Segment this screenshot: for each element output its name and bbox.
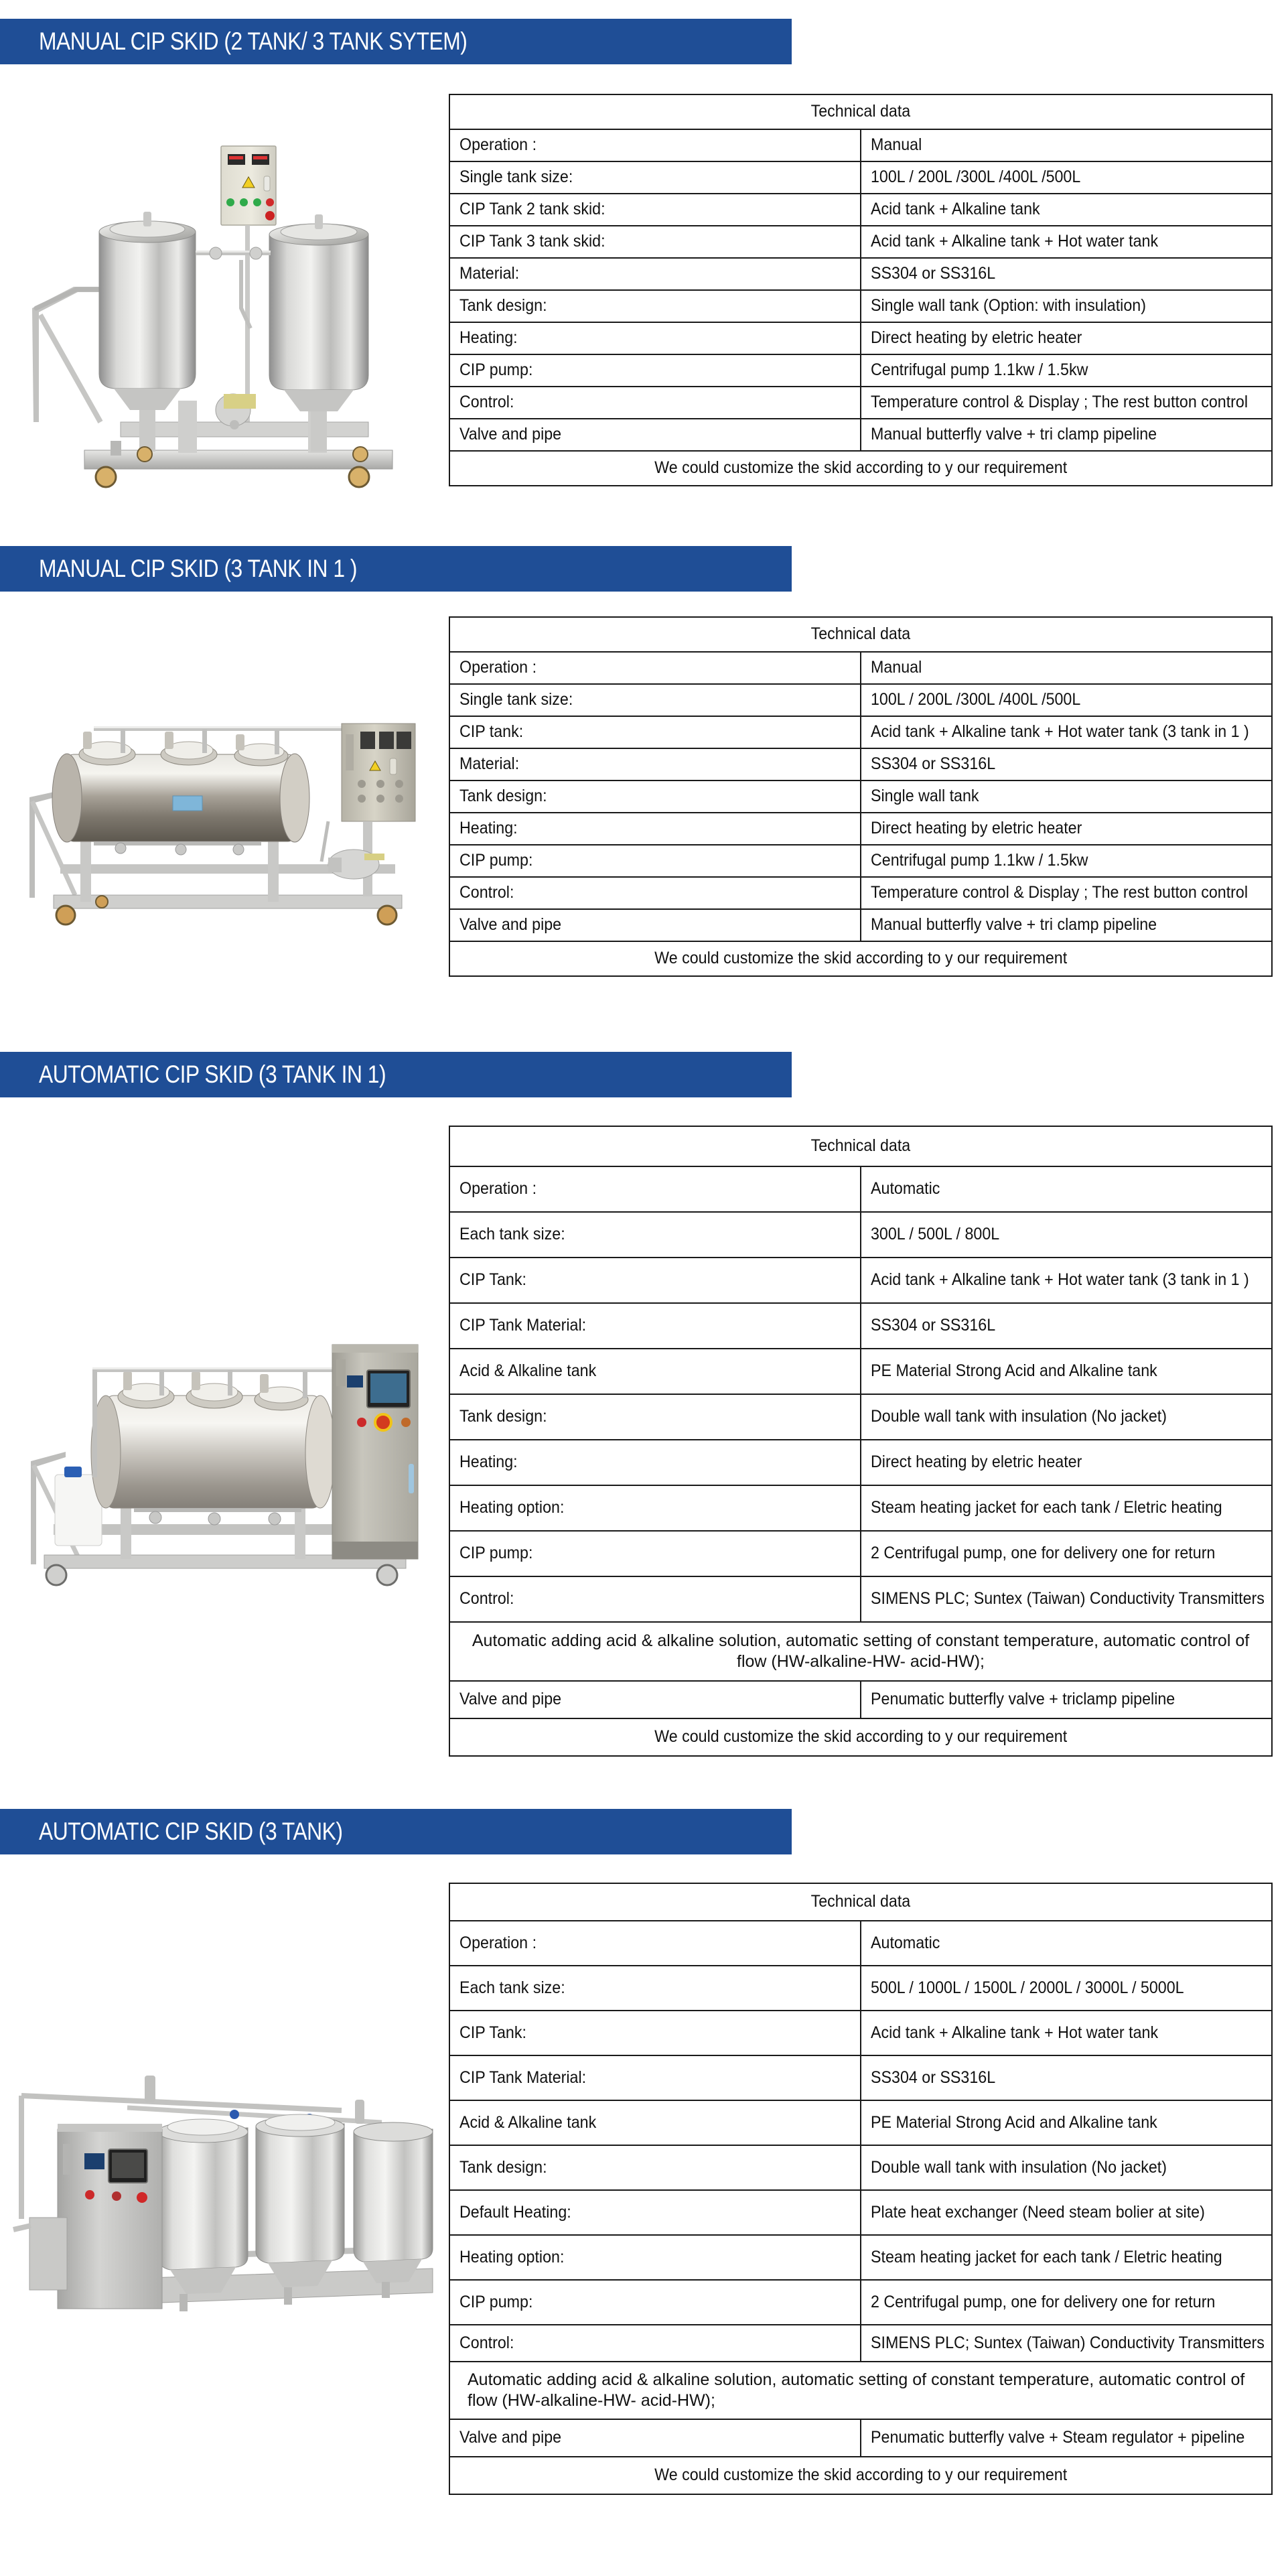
- table-row: [449, 716, 1272, 748]
- row-label: Heating:: [459, 1452, 518, 1472]
- row-value: SIMENS PLC; Suntex (Taiwan) Conductivity Transmitters: [871, 1589, 1265, 1609]
- customize-note: We could customize the skid according to y our requirement: [654, 949, 1067, 968]
- row-label: Material:: [459, 264, 520, 283]
- customize-note: We could customize the skid according to y our requirement: [654, 458, 1067, 478]
- row-value: Acid tank + Alkaline tank + Hot water tank (3 tank in 1 ): [871, 722, 1249, 742]
- row-value: Manual butterfly valve + tri clamp pipeline: [871, 915, 1157, 935]
- table-row: [449, 161, 1272, 194]
- row-value: Acid tank + Alkaline tank + Hot water tank: [871, 2023, 1159, 2042]
- row-label: Tank design:: [459, 2157, 547, 2177]
- row-value: Penumatic butterfly valve + Steam regulator + pipeline: [871, 2428, 1245, 2447]
- row-value: Direct heating by eletric heater: [871, 328, 1082, 348]
- table-row: [449, 2419, 1272, 2457]
- table-row: [449, 258, 1272, 290]
- row-value: Direct heating by eletric heater: [871, 819, 1082, 838]
- row-value: Temperature control & Display ; The rest button control: [871, 393, 1248, 412]
- table-row: [449, 290, 1272, 322]
- row-label: CIP Tank:: [459, 2023, 526, 2042]
- row-label: CIP pump:: [459, 851, 533, 870]
- row-label: Valve and pipe: [459, 915, 562, 935]
- spec-table-body: [449, 1883, 1272, 2494]
- row-label: Heating option:: [459, 2247, 565, 2266]
- table-row: [449, 845, 1272, 877]
- technical-data-caption: Technical data: [810, 102, 911, 121]
- row-label: Material:: [459, 754, 520, 774]
- spec-table-body: [449, 94, 1272, 486]
- row-label: Control:: [459, 1589, 514, 1609]
- table-row: [449, 2055, 1272, 2100]
- row-label: Operation :: [459, 1933, 537, 1952]
- spec-table-body: [449, 1126, 1272, 1756]
- row-value: SS304 or SS316L: [871, 754, 996, 774]
- row-value: Double wall tank with insulation (No jacket): [871, 1407, 1167, 1426]
- manual-cip-skid-two-vertical-tanks-photo: [20, 107, 435, 523]
- manual-cip-skid-horizontal-three-in-one-photo: [13, 697, 442, 985]
- table-row: [449, 684, 1272, 716]
- row-value: 300L / 500L / 800L: [871, 1225, 1000, 1244]
- table-paragraph-row: [449, 1622, 1272, 1681]
- automatic-control-description: Automatic adding acid & alkaline solution, automatic setting of constant temperature, automatic control of flow (HW-alkaline-HW- acid-HW);: [468, 2370, 1245, 2410]
- row-label: Valve and pipe: [459, 1690, 562, 1709]
- table-row: [449, 909, 1272, 941]
- row-label: CIP pump:: [459, 1544, 533, 1563]
- spec-table-body: [449, 617, 1272, 976]
- table-row: [449, 1166, 1272, 1212]
- row-value: Manual: [871, 135, 922, 155]
- row-label: CIP Tank:: [459, 1270, 526, 1290]
- table-paragraph-row: [449, 2362, 1272, 2419]
- row-label: Tank design:: [459, 296, 547, 316]
- table-row: [449, 877, 1272, 909]
- row-value: SS304 or SS316L: [871, 1316, 996, 1335]
- row-value: 500L / 1000L / 1500L / 2000L / 3000L / 5000L: [871, 1978, 1184, 1997]
- section-banner-automatic-3-in-1: [0, 1052, 792, 1097]
- table-row: [449, 1394, 1272, 1440]
- table-row: [449, 129, 1272, 161]
- row-label: Tank design:: [459, 787, 547, 806]
- row-value: Centrifugal pump 1.1kw / 1.5kw: [871, 360, 1088, 380]
- row-value: Penumatic butterfly valve + triclamp pipeline: [871, 1690, 1175, 1709]
- row-label: Operation :: [459, 1179, 537, 1199]
- section-title: MANUAL CIP SKID (3 TANK IN 1 ): [39, 555, 357, 582]
- customize-note: We could customize the skid according to y our requirement: [654, 2465, 1067, 2485]
- row-value: Single wall tank: [871, 787, 979, 806]
- row-label: Valve and pipe: [459, 425, 562, 444]
- table-footer-row: [449, 2457, 1272, 2494]
- table-row: [449, 2011, 1272, 2055]
- row-label: Heating:: [459, 328, 518, 348]
- section-banner-automatic-3-tank: [0, 1809, 792, 1854]
- table-row: [449, 1921, 1272, 1966]
- row-label: CIP Tank 3 tank skid:: [459, 232, 605, 251]
- row-value: Manual butterfly valve + tri clamp pipeline: [871, 425, 1157, 444]
- automatic-cip-skid-horizontal-three-in-one-photo: [13, 1330, 442, 1645]
- row-label: CIP Tank Material:: [459, 1316, 587, 1335]
- table-row: [449, 322, 1272, 354]
- automatic-cip-skid-three-vertical-tanks-photo: [7, 2043, 442, 2325]
- row-value: Direct heating by eletric heater: [871, 1452, 1082, 1472]
- table-row: [449, 2145, 1272, 2190]
- row-label: CIP Tank 2 tank skid:: [459, 200, 605, 219]
- row-label: Single tank size:: [459, 690, 573, 709]
- row-value: Plate heat exchanger (Need steam bolier at site): [871, 2202, 1205, 2222]
- table-caption-row: [449, 617, 1272, 652]
- spec-table-manual-2-3-tank: [449, 94, 1273, 486]
- technical-data-caption: Technical data: [810, 1136, 911, 1156]
- row-label: CIP pump:: [459, 2292, 533, 2311]
- row-label: Control:: [459, 883, 514, 902]
- table-row: [449, 1531, 1272, 1576]
- row-value: SS304 or SS316L: [871, 2067, 996, 2087]
- row-label: Control:: [459, 393, 514, 412]
- row-value: Automatic: [871, 1933, 940, 1952]
- table-row: [449, 813, 1272, 845]
- spec-table-automatic-3-tank: [449, 1883, 1273, 2495]
- row-label: CIP pump:: [459, 360, 533, 380]
- table-row: [449, 1681, 1272, 1718]
- table-row: [449, 2100, 1272, 2145]
- row-label: Heating:: [459, 819, 518, 838]
- table-row: [449, 2325, 1272, 2362]
- table-row: [449, 1349, 1272, 1394]
- table-row: [449, 194, 1272, 226]
- table-row: [449, 652, 1272, 684]
- row-label: Each tank size:: [459, 1225, 565, 1244]
- section-title: MANUAL CIP SKID (2 TANK/ 3 TANK SYTEM): [39, 27, 468, 55]
- table-row: [449, 387, 1272, 419]
- section-banner-manual-3-in-1: [0, 546, 792, 592]
- table-caption-row: [449, 94, 1272, 129]
- table-row: [449, 1966, 1272, 2011]
- row-value: PE Material Strong Acid and Alkaline tank: [871, 2112, 1157, 2132]
- table-footer-row: [449, 1718, 1272, 1756]
- table-row: [449, 419, 1272, 451]
- row-value: Steam heating jacket for each tank / Eletric heating: [871, 2247, 1222, 2266]
- row-label: Heating option:: [459, 1498, 565, 1517]
- row-label: Acid & Alkaline tank: [459, 2112, 597, 2132]
- row-label: Tank design:: [459, 1407, 547, 1426]
- table-row: [449, 748, 1272, 781]
- table-caption-row: [449, 1883, 1272, 1921]
- row-value: 100L / 200L /300L /400L /500L: [871, 690, 1081, 709]
- row-label: Each tank size:: [459, 1978, 565, 1997]
- table-row: [449, 354, 1272, 387]
- row-label: CIP Tank Material:: [459, 2067, 587, 2087]
- row-value: SIMENS PLC; Suntex (Taiwan) Conductivity Transmitters: [871, 2333, 1265, 2352]
- row-value: Acid tank + Alkaline tank + Hot water tank (3 tank in 1 ): [871, 1270, 1249, 1290]
- row-value: 2 Centrifugal pump, one for delivery one for return: [871, 1544, 1216, 1563]
- row-label: Single tank size:: [459, 167, 573, 187]
- table-caption-row: [449, 1126, 1272, 1166]
- row-value: Centrifugal pump 1.1kw / 1.5kw: [871, 851, 1088, 870]
- row-label: Control:: [459, 2333, 514, 2352]
- row-value: Acid tank + Alkaline tank + Hot water tank: [871, 232, 1159, 251]
- row-label: Valve and pipe: [459, 2428, 562, 2447]
- row-value: Double wall tank with insulation (No jacket): [871, 2157, 1167, 2177]
- row-label: CIP tank:: [459, 722, 524, 742]
- table-footer-row: [449, 941, 1272, 976]
- section-title: AUTOMATIC CIP SKID (3 TANK): [39, 1818, 343, 1845]
- automatic-control-description: Automatic adding acid & alkaline solution, automatic setting of constant temperature, automatic control of flow (HW-alkaline-HW- acid-HW);: [472, 1631, 1250, 1671]
- row-value: SS304 or SS316L: [871, 264, 996, 283]
- spec-table-automatic-3-in-1: [449, 1126, 1273, 1757]
- row-value: Acid tank + Alkaline tank: [871, 200, 1040, 219]
- table-row: [449, 2280, 1272, 2325]
- row-label: Operation :: [459, 658, 537, 677]
- row-value: 2 Centrifugal pump, one for delivery one for return: [871, 2292, 1216, 2311]
- table-row: [449, 226, 1272, 258]
- table-row: [449, 781, 1272, 813]
- table-row: [449, 1212, 1272, 1258]
- row-label: Acid & Alkaline tank: [459, 1361, 597, 1381]
- row-value: Automatic: [871, 1179, 940, 1199]
- section-banner-manual-2-3-tank: [0, 19, 792, 64]
- row-label: Default Heating:: [459, 2202, 571, 2222]
- table-row: [449, 1440, 1272, 1485]
- table-row: [449, 1303, 1272, 1349]
- row-value: PE Material Strong Acid and Alkaline tank: [871, 1361, 1157, 1381]
- technical-data-caption: Technical data: [810, 624, 911, 644]
- customize-note: We could customize the skid according to y our requirement: [654, 1727, 1067, 1747]
- table-row: [449, 1485, 1272, 1531]
- section-title: AUTOMATIC CIP SKID (3 TANK IN 1): [39, 1061, 386, 1088]
- spec-table-manual-3-in-1: [449, 616, 1273, 977]
- row-value: 100L / 200L /300L /400L /500L: [871, 167, 1081, 187]
- row-label: Operation :: [459, 135, 537, 155]
- table-row: [449, 2235, 1272, 2280]
- table-row: [449, 1258, 1272, 1303]
- table-row: [449, 2190, 1272, 2235]
- row-value: Single wall tank (Option: with insulation): [871, 296, 1146, 316]
- table-footer-row: [449, 451, 1272, 486]
- technical-data-caption: Technical data: [810, 1892, 911, 1911]
- row-value: Steam heating jacket for each tank / Eletric heating: [871, 1498, 1222, 1517]
- row-value: Manual: [871, 658, 922, 677]
- row-value: Temperature control & Display ; The rest button control: [871, 883, 1248, 902]
- table-row: [449, 1576, 1272, 1622]
